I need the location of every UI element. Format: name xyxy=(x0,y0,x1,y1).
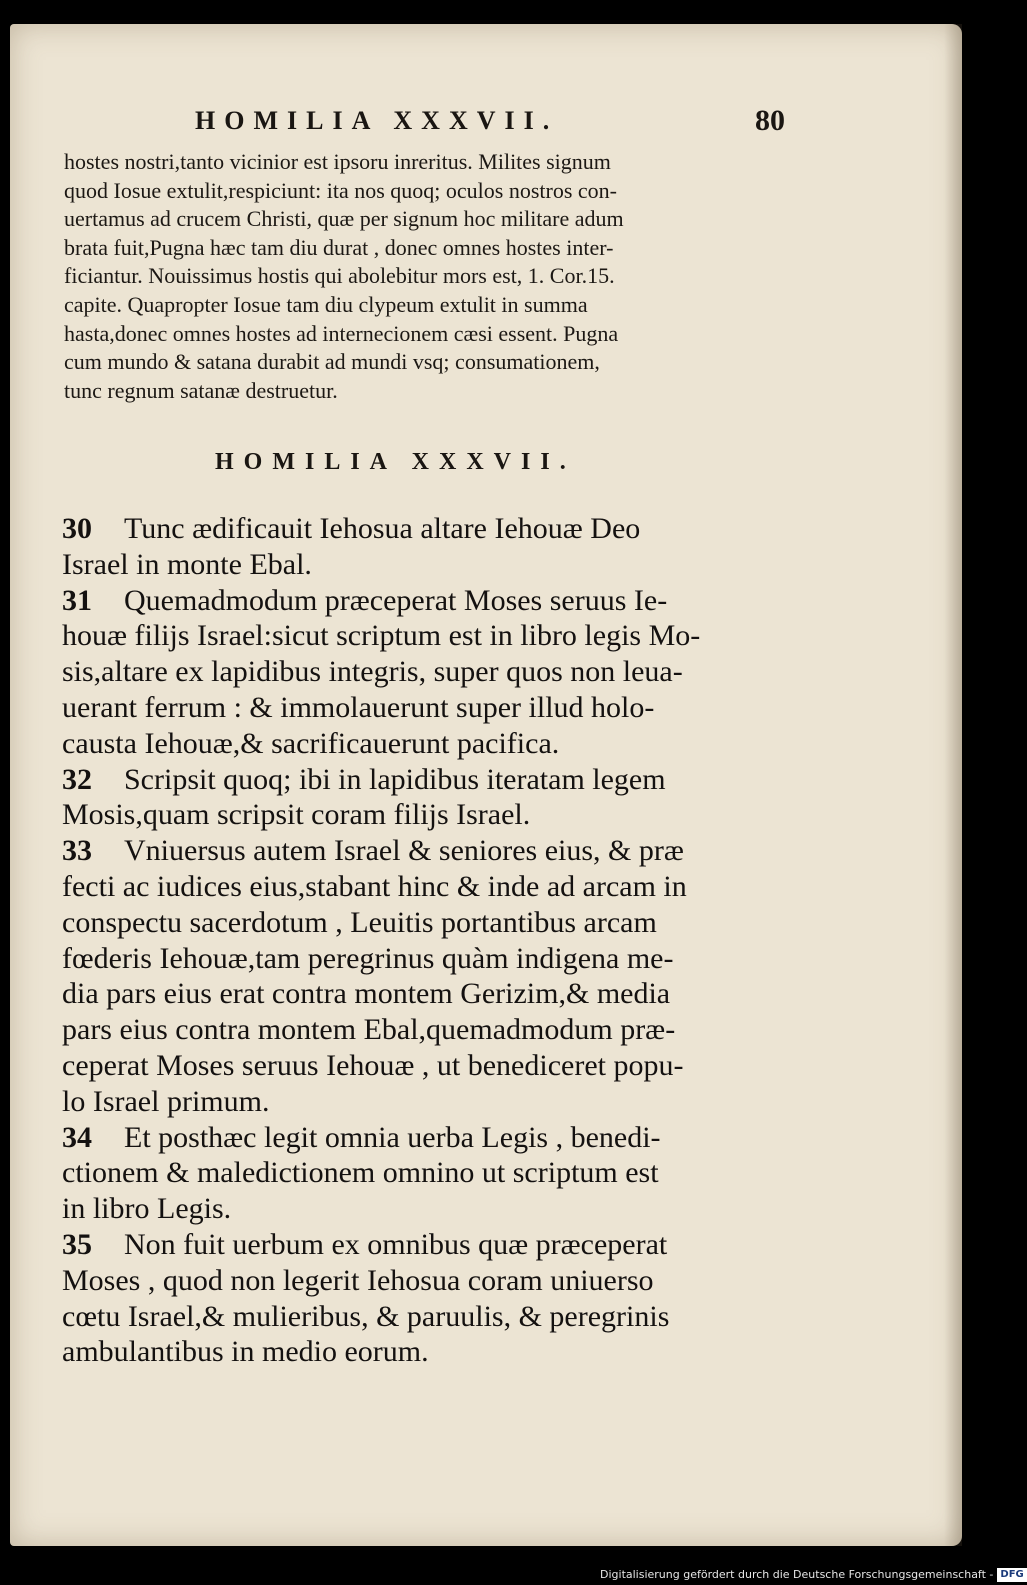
text-line: capite. Quapropter Iosue tam diu clypeum extulit in summa xyxy=(64,291,588,317)
verse-line: sis,altare ex lapidibus integris, super quos non leua- xyxy=(62,655,683,689)
homily-continuation-text xyxy=(64,148,804,405)
verse-line: fecti ac iudices eius,stabant hinc & inde ad arcam in xyxy=(62,869,687,903)
digitization-credit xyxy=(600,1565,1024,1585)
text-line: hostes nostri,tanto vicinior est ipsoru inreritus. Milites signum xyxy=(64,149,611,174)
book-page xyxy=(10,24,962,1546)
verse-line: uerant ferrum : & immolauerunt super illud holo- xyxy=(62,690,655,724)
verse-line: in libro Legis. xyxy=(62,1192,232,1226)
verse-line: Moses , quod non legerit Iehosua coram uniuerso xyxy=(62,1263,654,1297)
dfg-logo: DFG xyxy=(997,1568,1026,1582)
text-line: ficiantur. Nouissimus hostis qui abolebitur mors est, 1. Cor.15. xyxy=(64,263,615,289)
verse-line xyxy=(62,1227,792,1263)
verse-line: houæ filijs Israel:sicut scriptum est in libro legis Mo- xyxy=(62,619,701,653)
page-number: 80 xyxy=(755,104,785,137)
verse-line: dia pars eius erat contra montem Gerizim,& media xyxy=(62,977,671,1011)
text-line: uertamus ad crucem Christi, quæ per signum hoc militare adum xyxy=(64,206,624,232)
text-line: hasta,donec omnes hostes ad internecionem cæsi essent. Pugna xyxy=(64,320,619,346)
text-line: quod Iosue extulit,respiciunt: ita nos quoq; oculos nostros con- xyxy=(64,177,617,203)
verse-number: 31 xyxy=(62,583,92,617)
verse-line: cœtu Israel,& mulieribus, & paruulis, & peregrinis xyxy=(62,1299,670,1333)
scripture-verses xyxy=(62,511,792,1370)
verse-text: Non fuit uerbum ex omnibus quæ præceperat xyxy=(124,1227,668,1261)
verse-text: Et posthæc legit omnia uerba Legis , benedi- xyxy=(124,1120,661,1154)
verse-line: ambulantibus in medio eorum. xyxy=(62,1335,429,1369)
verse-number: 33 xyxy=(62,834,92,868)
verse-line: pars eius contra montem Ebal,quemadmodum præ- xyxy=(62,1013,676,1047)
verse-text: Vniuersus autem Israel & seniores eius, & præ xyxy=(124,834,684,868)
verse-number: 35 xyxy=(62,1227,92,1261)
running-head: HOMILIA XXXVII. xyxy=(195,106,559,135)
verse-text: Quemadmodum præceperat Moses seruus Ie- xyxy=(124,583,668,617)
verse-line: ceperat Moses seruus Iehouæ , ut benediceret popu- xyxy=(62,1048,684,1082)
verse-line xyxy=(62,833,792,869)
verse-number: 32 xyxy=(62,762,92,796)
verse-line: Mosis,quam scripsit coram filijs Israel. xyxy=(62,798,531,832)
verse-number: 34 xyxy=(62,1120,92,1154)
verse-line xyxy=(62,583,792,619)
verse-line: lo Israel primum. xyxy=(62,1084,270,1118)
verse-line: Israel in monte Ebal. xyxy=(62,547,312,581)
verse-line xyxy=(62,1120,792,1156)
text-line: brata fuit,Pugna hæc tam diu durat , donec omnes hostes inter- xyxy=(64,234,614,260)
verse-line: ctionem & maledictionem omnino ut scriptum est xyxy=(62,1156,659,1190)
verse-text: Scripsit quoq; ibi in lapidibus iteratam legem xyxy=(124,762,666,796)
verse-line xyxy=(62,762,792,798)
verse-line: causta Iehouæ,& sacrificauerunt pacifica. xyxy=(62,726,560,760)
text-line: tunc regnum satanæ destruetur. xyxy=(64,377,338,403)
credit-text: Digitalisierung gefördert durch die Deutsche Forschungsgemeinschaft - xyxy=(600,1568,994,1581)
text-line: cum mundo & satana durabit ad mundi vsq; consumationem, xyxy=(64,349,600,375)
verse-number: 30 xyxy=(62,512,92,545)
verse-line: fœderis Iehouæ,tam peregrinus quàm indigena me- xyxy=(62,941,674,975)
section-title: HOMILIA XXXVII. xyxy=(215,449,576,475)
verse-line: conspectu sacerdotum , Leuitis portantibus arcam xyxy=(62,905,657,939)
verse-line xyxy=(62,511,792,547)
verse-text: Tunc ædificauit Iehosua altare Iehouæ Deo xyxy=(124,512,641,545)
page-edge-shadow xyxy=(944,24,962,1546)
